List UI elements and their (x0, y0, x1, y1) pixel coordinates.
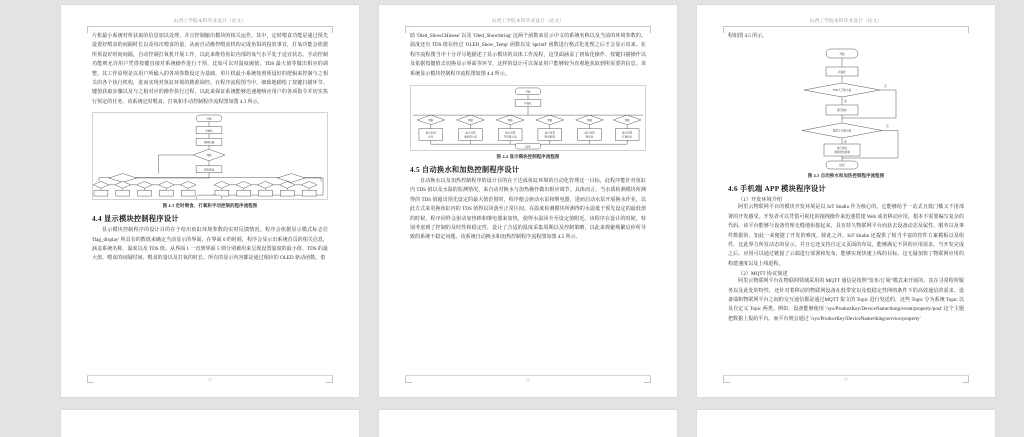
paragraph: 片机最小系统对所获取的信息加以处理，并且控制输出模块的相关运作。其中，定时喂食功能是通过预先设置好喂食的间隔时长以及每次喂食的量，从而自动操控喂食机构完成鱼饵的投放事宜，打氧功能会依据所预设好时间间隔，自动控制打氧机开展工作，以此来维持鱼缸内部的氧气水平处于适宜状态。手动控制功能则允许用户凭借按键直接对系统操作进行干预，比如可以对温度阈值、TDS 最大值等做出相应的调整。其工作原理是以用户所输入的各项参数设定为基础，单片机最小系统按照预设好的逻辑来控制与之相关的各个执行机构，进而实现对鱼缸环境的精准调控。在程序流程图当中，细致地描绘了按键扫描环节、键值获取步骤以及与之相对应的操作执行过程，以此来保证系统能够迅速地响应用户的各项指令并切实执行预定的任务。该系统定时喂食、打氧和手动控制程序流程图如图 4.3 所示。 (92, 34, 328, 105)
paragraph: 助 'Oled_ShowCHinese' 以及 'Oled_ShowString' 这两个函数来显示中文的系统名称以及当前的环境参数的。温度还有 TDS 值在经过 'OLED_Show_Temp' 函数以及 'sprintf' 函数进行格式化处理之后才会显示出来。在程序流程图当中十分详尽地描述了显示模块的具体工作流程，这里面涵盖了初始化操作、按键扫描操作以及依据按键值去切换显示界面等环节，这样的设计可以保证用户能够较为直观地获取到所需要的信息。该系统显示模块控制程序流程图如图 4.4 所示。 (410, 34, 646, 77)
document-page-27 (697, 5, 995, 397)
page-number: 26 (526, 377, 530, 382)
svg-text:喂食间隔: 喂食间隔 (544, 135, 555, 139)
header-rule (723, 26, 969, 27)
page-body (92, 32, 328, 371)
svg-text:显示设置: 显示设置 (584, 131, 595, 135)
svg-text:显示设置: 显示设置 (505, 131, 516, 135)
svg-text:初始化: 初始化 (205, 129, 213, 133)
footer-rule (405, 375, 651, 376)
svg-text:判断: 判断 (624, 119, 630, 123)
svg-text:是: 是 (844, 140, 847, 144)
svg-text:喂食量: 喂食量 (585, 135, 594, 139)
figure-caption: 图 4.3 定时喂食、打氧和手动控制的程序流程图 (162, 203, 258, 209)
svg-text:判断: 判断 (586, 119, 593, 123)
svg-text:TDS大于最大值: TDS大于最大值 (832, 89, 852, 93)
svg-text:开始: 开始 (839, 53, 845, 57)
svg-text:继续加热控制: 继续加热控制 (834, 151, 850, 155)
svg-text:显示设置: 显示设置 (544, 131, 555, 135)
svg-text:TDS最大值: TDS最大值 (503, 135, 517, 139)
subsection-heading-dev-env: （1）开发环境介绍 (738, 197, 783, 204)
svg-text:温度小于最小值: 温度小于最小值 (832, 130, 852, 134)
svg-text:开始: 开始 (206, 117, 212, 121)
paragraph: 阿里云物联网平台在物联网领域采用的 MQTT 通信是按照"发布/订阅"模式来开展的。其在寻常程所服务以及此处的特性，还针对着移动的物联网设备在低带宽以及低稳定性网络条件下的高效通信的需求。设备端和物联网平台之间的交互通信都是通过MQTT 报文的 Topic 进行发送的，这些 Topic 分为系统 Topic 以及自定义 Topic 两类。例如，设备能够使用 '/sys/ProductKey/DeviceName/thing/event/property/post' 这个主题把数据上报给平台。而平台则会通过 '/sys/ProductKey/DeviceName/thing/service/property' (728, 279, 964, 322)
svg-text:初始化: 初始化 (838, 71, 846, 75)
header-rule (405, 26, 651, 27)
figure-caption: 图 4.5 自动换水和加热控制程序流程图 (807, 173, 885, 179)
figure-caption: 图 4.4 显示模块控制程序流程图 (496, 154, 560, 160)
subsection-heading-mqtt: （2）MQTT 协议简述 (738, 271, 788, 278)
page-body (410, 32, 646, 371)
svg-text:判断: 判断 (467, 119, 474, 123)
svg-text:判断: 判断 (507, 119, 513, 123)
flowchart-display-module (410, 85, 646, 151)
flowchart-feed-oxygen-manual (92, 112, 328, 200)
svg-text:否: 否 (884, 85, 887, 89)
footer-rule (723, 375, 969, 376)
svg-text:按键扫描: 按键扫描 (203, 141, 215, 145)
page-header: 山西工学院本科毕业设计（论文） (173, 18, 247, 23)
page-header: 山西工学院本科毕业设计（论文） (809, 18, 883, 23)
svg-text:温度最小值: 温度最小值 (464, 135, 477, 139)
header-rule (87, 26, 333, 27)
svg-text:判断: 判断 (206, 154, 212, 158)
footer-rule (87, 375, 333, 376)
svg-text:是: 是 (844, 100, 847, 104)
paragraph: 阿里云物联网平台的模块开发环境是以 IoT Studio 作为核心的。它能够给予一站式且低门槛又不用部署的开发感受。开发者可以凭借可视化的拖拽操作来迅速搭建 Web 或者移动应用，根本不需要编写复杂的代码。该平台能够与设备管理无缝地衔接起来，具有持久物联网平台而获去设备动态及属性、服务以及事件数据的，知此一来便捷了开发的难度。除此之外，IoT Studio 还提供了相当丰富的控件方案模板以及组件，比此界力所发动态的显示，并且它还支持自定义页面的布局，能够满足不同的应用需求。当开发完成之后，应用可以通过链接了云端进行部署和发布，能够实现快速上线的目标。这无疑加快了物联网应用的构建速度以及上线进程。 (728, 205, 964, 267)
svg-text:进行换水: 进行换水 (836, 109, 848, 113)
document-page-25 (61, 5, 359, 397)
section-heading: 4.6 手机端 APP 模块程序设计 (728, 185, 827, 194)
svg-text:显示系统: 显示系统 (425, 131, 436, 135)
svg-text:显示设置: 显示设置 (465, 131, 476, 135)
svg-text:判断: 判断 (547, 119, 553, 123)
svg-text:首页: 首页 (428, 135, 434, 139)
page-header: 山西工学院本科毕业设计（论文） (491, 18, 565, 23)
paragraph: 程如图 4.5 所示。 (728, 34, 768, 39)
svg-text:判断: 判断 (428, 119, 434, 123)
document-page-next-1 (61, 410, 359, 437)
section-heading: 4.5 自动换水和加热控制程序设计 (410, 166, 520, 175)
svg-text:结束: 结束 (839, 164, 845, 168)
svg-text:否: 否 (886, 125, 889, 129)
document-page-next-2 (379, 410, 677, 437)
svg-text:打氧时长: 打氧时长 (622, 135, 633, 139)
svg-text:进行加热: 进行加热 (836, 147, 848, 151)
section-heading: 4.4 显示模块控制程序设计 (92, 215, 179, 224)
svg-text:开始: 开始 (525, 90, 531, 94)
paragraph: 自动换水以及加热控制程序的设计目的在于达成鱼缸环境的自动化管理这一目标，此程序能针对鱼缸内 TDS 值以及水温的监测情况，来自动对换水与加热操作做出相应调节。具体而言，当水质检测模块所测得的 TDS 值超出预先设定的最大值范围时，程序便会驱动水泵和继电器，进而启动水泵开展换水作业，以此方式来更换鱼缸内的 TDS 值得以回落至正常区间。在温度检测模块所测得的水温低于预先设定的最低值的时候，程序同样会驱动加热棒和继电器来加热，使得水温回升至设定值附近。该程序在设计的时候，特别考虑到了控制的及时性和稳定性，设计了合适的温度采集周期以及控制策略，以此来规避频繁启停所导致的系统不稳定问题。该系统自动换水和加热控制程序流程图如图 4.5 所示。 (410, 179, 646, 241)
document-page-26 (379, 5, 677, 397)
paragraph: 显示模块控制程序的设计目的在于给出鱼缸环境参数的实时反馈情况。程序会依据显示模式标志位 'flag_display' 所具有的数值来确定当前显示的界面，在界面 0 的时候，程序会显示出系统首页的相关信息，涵盖系统名称、温度以及 TDS 值。从界面 1 一直到界面 5 则分别被用来呈现设置温度的最小值、TDS 的最大值、喂食的间隔时间、喂食的量以及打氧的时长。所有的显示内容都是通过相应的 OLED 驱动函数，借 (92, 228, 328, 262)
svg-text:显示设置: 显示设置 (622, 131, 633, 135)
flowchart-auto-water-heating (728, 45, 964, 170)
svg-text:初始化: 初始化 (524, 102, 532, 106)
document-page-next-3 (697, 410, 995, 437)
page-number: 27 (844, 377, 848, 382)
page-number: 25 (208, 377, 212, 382)
page-body (728, 32, 964, 371)
svg-text:获取键值: 获取键值 (203, 168, 215, 172)
svg-text:结束: 结束 (525, 145, 531, 149)
